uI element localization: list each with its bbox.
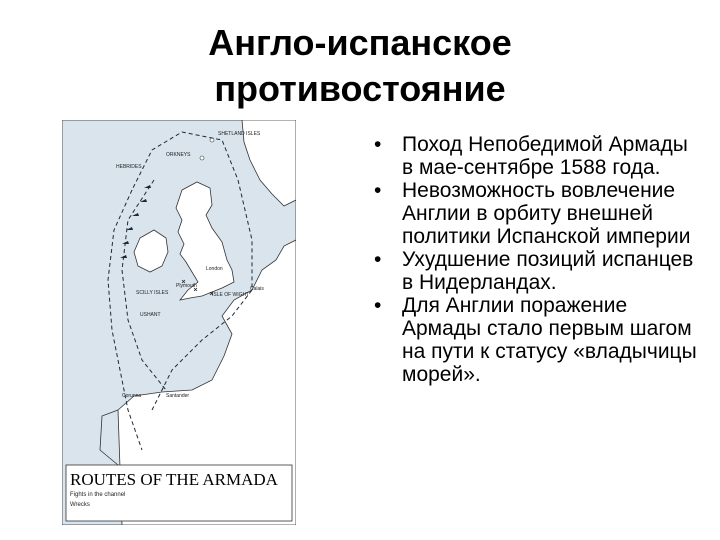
map-image [62, 120, 296, 525]
legend-item-wrecks: Wrecks [70, 502, 90, 508]
bullet-text: Для Англии поражение Армады стало первым шагом на пути к статусу «владычицы морей». [402, 294, 697, 386]
map-label-orkneys: ORKNEYS [166, 152, 191, 158]
legend-item-fights: Fights in the channel [70, 492, 126, 498]
armada-routes-map [62, 120, 296, 525]
orkney-island [200, 156, 204, 160]
map-label-calais: Calais [250, 286, 264, 292]
bullet-item [370, 133, 700, 179]
map-label-isle-of-wight: ISLE OF WIGHT [212, 292, 250, 298]
slide-title-line-2: противостояние [214, 68, 506, 109]
map-label-hebrides: HEBRIDES [116, 164, 142, 170]
map-label-london: London [206, 266, 223, 272]
map-label-corunna: Corunna [122, 393, 142, 399]
bullet-list [370, 133, 700, 386]
bullet-marker: • [374, 294, 382, 317]
map-label-scilly: SCILLY ISLES [136, 290, 169, 296]
bullet-text: Ухудшение позиций испанцев в Нидерландах. [402, 248, 694, 294]
bullet-marker: • [374, 248, 382, 271]
bullet-item [370, 294, 700, 386]
bullet-marker: • [374, 133, 382, 156]
bullet-item [370, 248, 700, 294]
map-label-shetland: SHETLAND ISLES [218, 131, 261, 137]
map-label-plymouth: Plymouth [176, 283, 197, 289]
slide-title-line-1: Англо-испанское [208, 22, 512, 63]
bullet-marker: • [374, 179, 382, 202]
bullet-text: Поход Непобедимой Армады в мае-сентябре 1588 года. [402, 133, 688, 179]
map-label-santander: Santander [166, 393, 190, 399]
shetland-island [210, 138, 214, 142]
map-legend-title: ROUTES OF THE ARMADA [70, 470, 278, 489]
bullet-item [370, 179, 700, 248]
bullet-text: Невозможность вовлечение Англии в орбиту внешней политики Испанской империи [402, 179, 691, 248]
slide-title [150, 20, 570, 112]
map-label-ushant: USHANT [140, 312, 161, 318]
